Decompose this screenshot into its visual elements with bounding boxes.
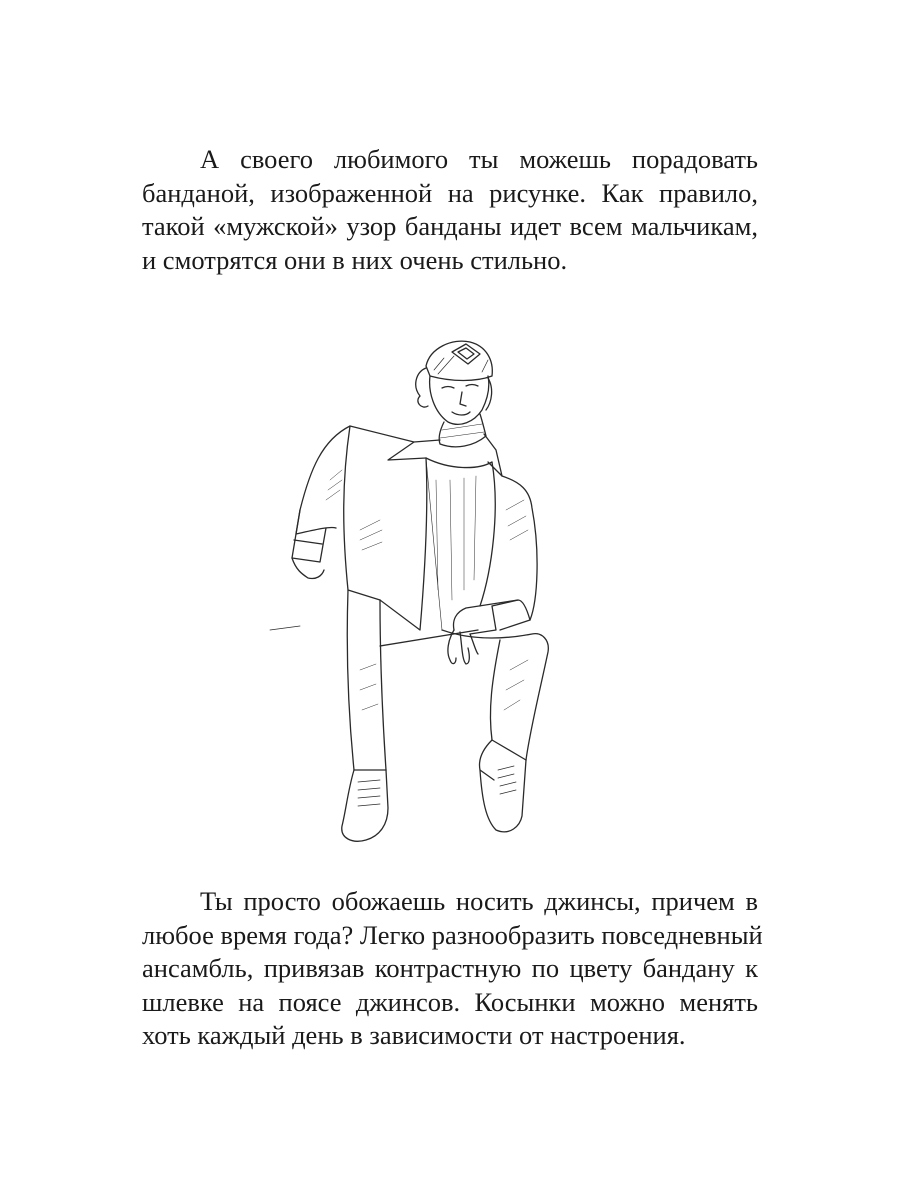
- paragraph-jeans-bandana-tip: [142, 885, 763, 1053]
- text-line: и смотрятся они в них очень стильно.: [142, 244, 568, 275]
- text-line: хоть каждый день в зависимости от настроения.: [142, 1020, 686, 1050]
- text-line: А своего любимого ты можешь порадовать: [200, 144, 758, 174]
- text-line: банданой, изображенной на рисунке. Как правило,: [142, 177, 758, 208]
- sketch-figure-icon: [230, 330, 550, 860]
- illustration-man-in-bandana: [230, 330, 550, 860]
- text-line: Ты просто обожаешь носить джинсы, причем в: [200, 886, 758, 916]
- text-line: шлевке на поясе джинсов. Косынки можно менять: [142, 986, 758, 1017]
- paragraph-bandana-for-boyfriend: [142, 143, 758, 277]
- text-line: любое время года? Легко разнообразить повседневный: [142, 919, 763, 950]
- text-line: ансамбль, привязав контрастную по цвету бандану к: [142, 953, 758, 983]
- text-line: такой «мужской» узор банданы идет всем мальчикам,: [142, 211, 758, 241]
